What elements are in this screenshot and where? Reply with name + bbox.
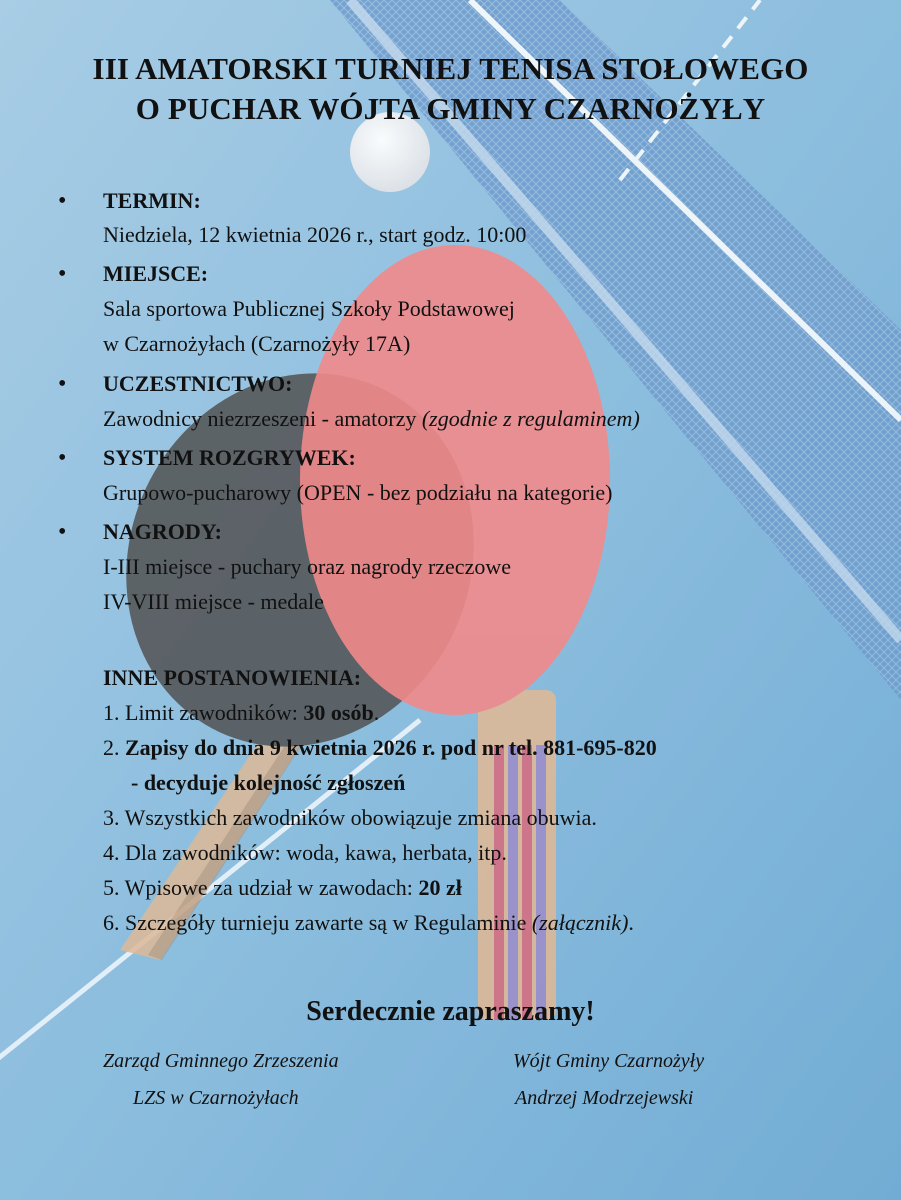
inne-item-2-cont: - decyduje kolejność zgłoszeń — [131, 770, 406, 795]
bullet-nagrody: • — [58, 519, 67, 545]
miejsce-line-1: Sala sportowa Publicznej Szkoły Podstawowej — [103, 296, 515, 321]
item2-bold: Zapisy do dnia 9 kwietnia 2026 r. pod nr tel. 881-695-820 — [125, 735, 657, 760]
heading-uczestnictwo: UCZESTNICTWO: — [103, 371, 293, 396]
bullet-miejsce: • — [58, 261, 67, 287]
bullet-system: • — [58, 445, 67, 471]
heading-system: SYSTEM ROZGRYWEK: — [103, 445, 356, 470]
inne-item-3: 3. Wszystkich zawodników obowiązuje zmiana obuwia. — [103, 805, 597, 830]
heading-inne: INNE POSTANOWIENIA: — [103, 665, 362, 690]
signature-left-1: Zarząd Gminnego Zrzeszenia — [103, 1050, 339, 1072]
inne-item-1 — [103, 695, 379, 731]
inne-item-5 — [103, 870, 462, 906]
inne-item-2 — [103, 730, 657, 766]
uczestnictwo-text — [103, 401, 640, 437]
title-line-2: O PUCHAR WÓJTA GMINY CZARNOŻYŁY — [135, 91, 766, 126]
inne-item-6 — [103, 905, 634, 941]
heading-termin: TERMIN: — [103, 188, 201, 213]
signature-right-2: Andrzej Modrzejewski — [515, 1087, 694, 1109]
item5-pre: 5. Wpisowe za udział w zawodach: — [103, 875, 419, 900]
item1-bold: 30 osób — [303, 700, 374, 725]
item6-pre: 6. Szczegóły turnieju zawarte są w Regulaminie — [103, 910, 532, 935]
miejsce-line-2: w Czarnożyłach (Czarnożyły 17A) — [103, 331, 411, 356]
bullet-termin: • — [58, 188, 67, 214]
item6-italic: (załącznik) — [531, 910, 629, 935]
title-line-1: III AMATORSKI TURNIEJ TENISA STOŁOWEGO — [92, 51, 809, 86]
signature-left-2: LZS w Czarnożyłach — [133, 1087, 299, 1109]
uczestnictwo-main: Zawodnicy niezrzeszeni - amatorzy — [103, 406, 422, 431]
item1-pre: 1. Limit zawodników: — [103, 700, 304, 725]
heading-miejsce: MIEJSCE: — [103, 261, 209, 286]
nagrody-line-1: I-III miejsce - puchary oraz nagrody rzeczowe — [103, 554, 511, 579]
item6-post: . — [628, 910, 634, 935]
termin-text: Niedziela, 12 kwietnia 2026 r., start godz. 10:00 — [103, 222, 527, 247]
item1-post: . — [373, 700, 380, 725]
heading-nagrody: NAGRODY: — [103, 519, 222, 544]
item5-bold: 20 zł — [418, 875, 462, 900]
invitation: Serdecznie zapraszamy! — [306, 996, 595, 1027]
inne-item-4: 4. Dla zawodników: woda, kawa, herbata, itp. — [103, 840, 507, 865]
system-text: Grupowo-pucharowy (OPEN - bez podziału na kategorie) — [103, 480, 613, 505]
uczestnictwo-note: (zgodnie z regulaminem) — [421, 406, 640, 431]
signature-right-1: Wójt Gminy Czarnożyły — [513, 1050, 705, 1072]
item2-num: 2. — [103, 735, 125, 760]
nagrody-line-2: IV-VIII miejsce - medale — [103, 589, 324, 614]
bullet-uczestnictwo: • — [58, 371, 67, 397]
